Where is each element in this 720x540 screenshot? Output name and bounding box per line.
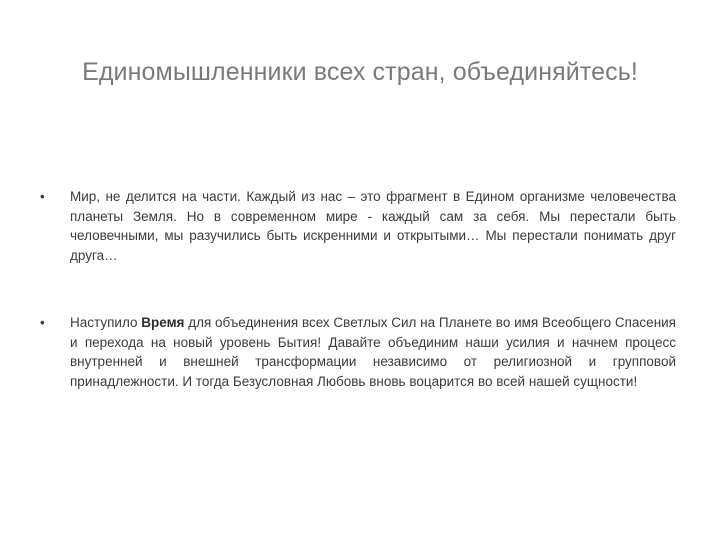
- slide-title: Единомышленники всех стран, объединяйтесь!: [82, 58, 638, 86]
- bullet-marker: •: [40, 189, 45, 204]
- bullet-marker: •: [40, 315, 45, 330]
- bullet-item-1: [36, 187, 676, 265]
- bullet-item-2: [36, 313, 676, 391]
- bullet-text-start: Наступило: [70, 315, 142, 330]
- bullet-text: Мир, не делится на части. Каждый из нас – это фрагмент в Едином организме человечества планеты Земля. Но в современном мире - каждый сам за себя. Мы перестали быть человечными, мы разучились быть искренними и открытыми… Мы перестали понимать друг друга…: [70, 189, 676, 263]
- bullet-text-rest: для объединения всех Светлых Сил на Планете во имя Всеобщего Спасения и перехода на новый уровень Бытия! Давайте объединим наши усилия и начнем процесс внутренней и внешней трансформации независимо от религиозной и групповой принадлежности. И тогда Безусловная Любовь вновь воцарится во всей нашей сущности!: [70, 315, 676, 389]
- bullet-list: [36, 187, 676, 439]
- bullet-text-emphasis: Время: [141, 315, 185, 330]
